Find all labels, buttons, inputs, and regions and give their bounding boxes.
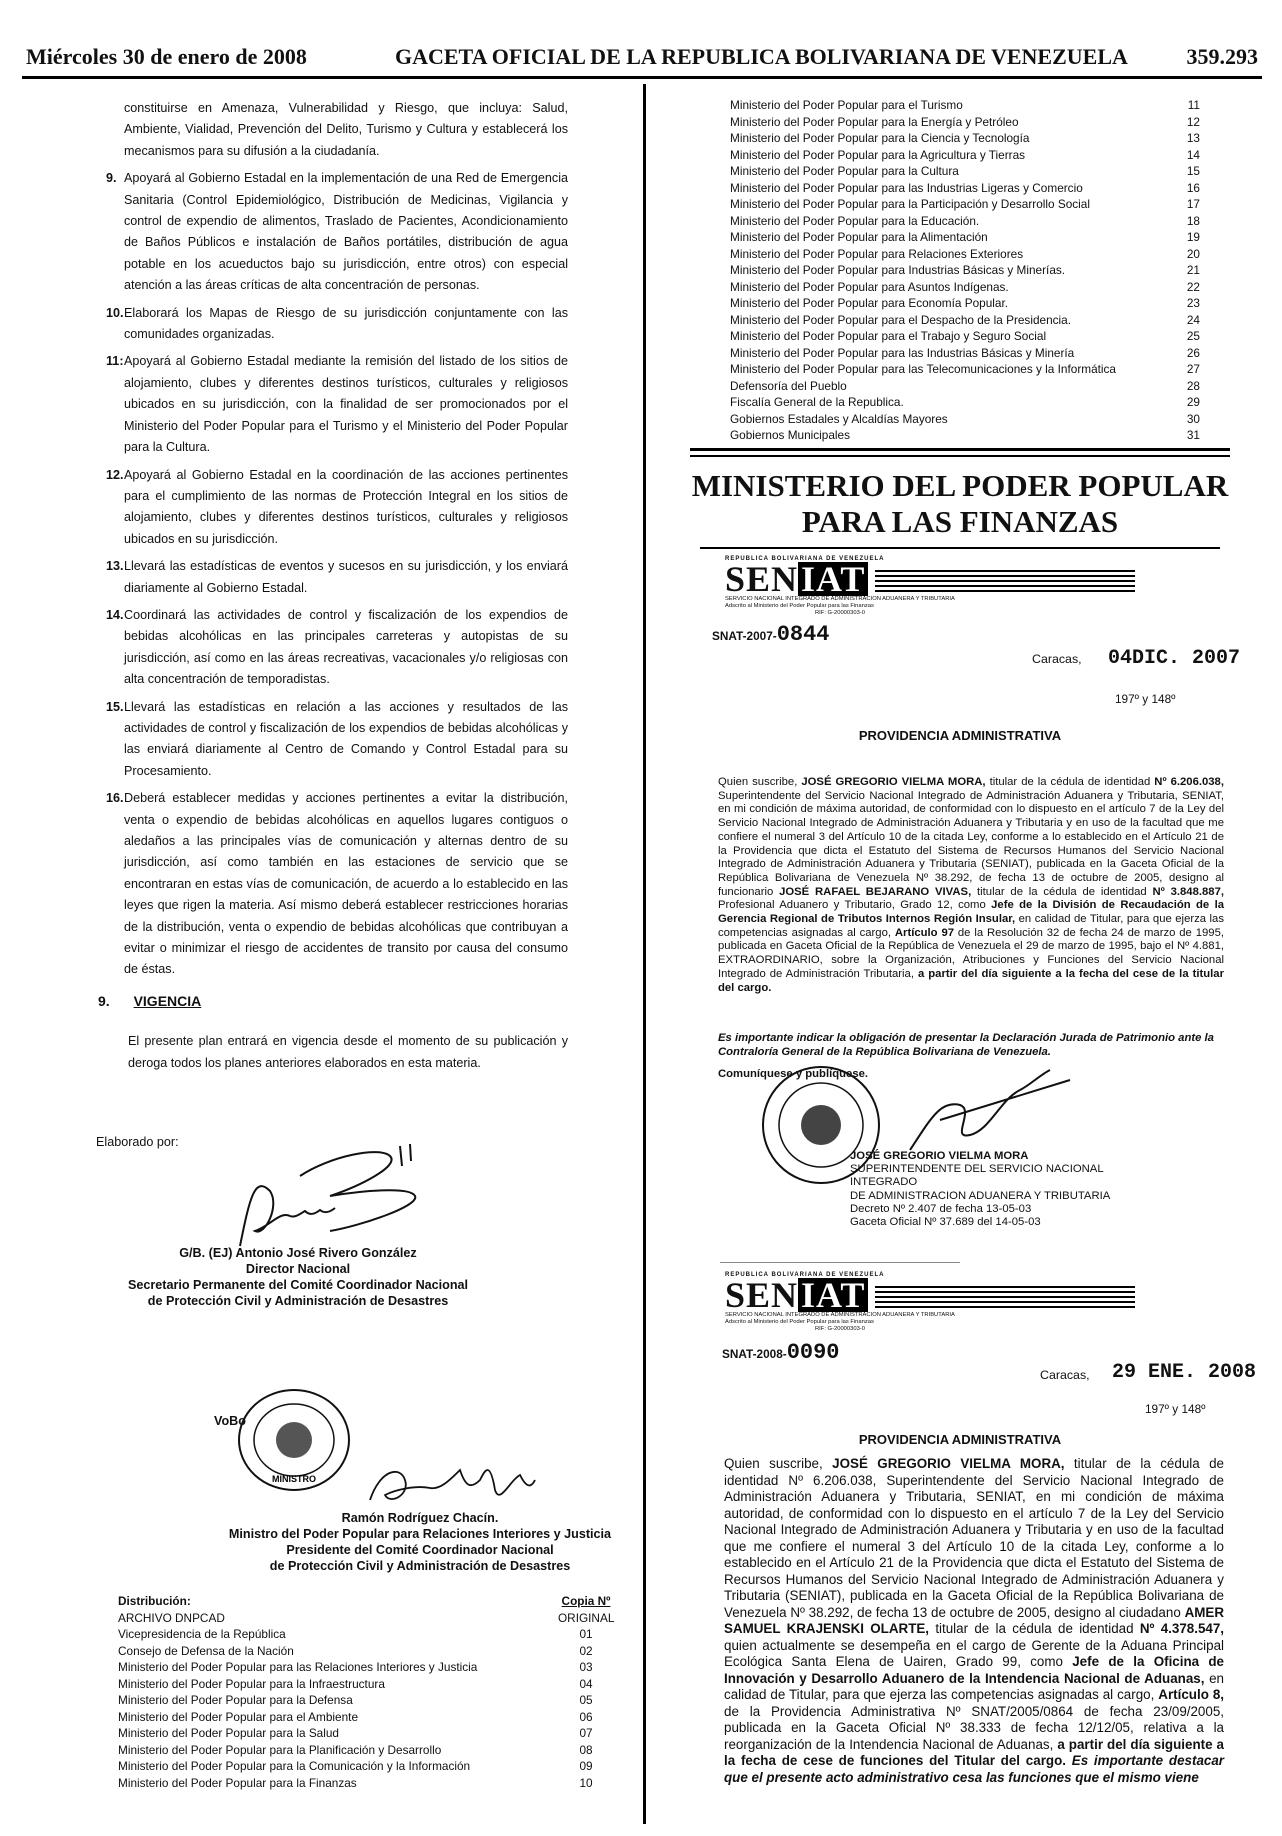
signature-line: Gaceta Oficial Nº 37.689 del 14-05-03	[850, 1216, 1041, 1229]
list-item-number: 13.	[106, 559, 124, 574]
list-item	[106, 788, 568, 981]
distribution-entity: Ministerio del Poder Popular para la Participación y Desarrollo Social	[730, 197, 1090, 211]
list-item	[106, 303, 568, 346]
years-1: 197º y 148º	[1115, 692, 1176, 706]
distribution-entity: Ministerio del Poder Popular para el Despacho de la Presidencia.	[730, 312, 1071, 327]
b2-name1: JOSÉ GREGORIO VIELMA MORA,	[832, 1456, 1065, 1471]
copy-number: 22	[1186, 279, 1200, 294]
copy-number: 19	[1186, 230, 1200, 244]
ministry-line-2: PARA LAS FINANZAS	[801, 504, 1119, 539]
copy-number: 24	[1186, 312, 1200, 327]
distribution-row	[118, 1742, 614, 1759]
vobo-label: VoBo	[214, 1414, 246, 1428]
seniat-wordmark-a: SEN	[725, 559, 799, 599]
distribution-entity: Ministerio del Poder Popular para la Salud	[118, 1726, 339, 1740]
providencia-body-1	[718, 776, 1224, 995]
distribution-entity: ARCHIVO DNPCAD	[118, 1610, 225, 1625]
distribution-entity: Ministerio del Poder Popular para la Educación.	[730, 213, 980, 228]
b1-p1: Quien suscribe,	[718, 776, 802, 788]
list-item-number: 11:	[106, 354, 124, 369]
distribution-row	[118, 1758, 614, 1775]
distribution-row	[118, 1676, 614, 1693]
seniat-republic-text: REPUBLICA BOLIVARIANA DE VENEZUELA	[725, 556, 885, 562]
copy-number: 28	[1186, 378, 1200, 393]
list-item-number: 15.	[106, 699, 124, 714]
distribution-row	[118, 1659, 614, 1676]
seniat-sub-1: SERVICIO NACIONAL INTEGRADO DE ADMINISTRACION ADUANERA Y TRIBUTARIA	[725, 596, 955, 602]
signature-1-block	[98, 1245, 498, 1309]
b1-p3: Superintendente del Servicio Nacional Integrado de Administración Aduanera y Tributaria, SENIAT, en mi condición de máxima autoridad, de conformidad con lo dispuesto en el artículo 7 de la Ley del Servicio Nacional Integrado de Administración Aduanera y Tributaria y en uso de la facultad que me confiere el numeral 3 del Artículo 10 de la citada Ley, conforme a lo establecido en el Artículo 21 de la Providencia que dicta el Estatuto del Sistema de Recursos Humanos del Servicio Nacional Integrado de Administración Aduanera y Tributaria (SENIAT), publicada en la Gaceta Oficial de la República Bolivariana de Venezuela Nº 38.292, de fecha 13 de octubre de 2005, designo al funcionario	[718, 789, 1224, 898]
list-item-number: 12.	[106, 467, 124, 482]
distribution-entity: Ministerio del Poder Popular para el Trabajo y Seguro Social	[730, 329, 1047, 343]
distribution-entity: Gobiernos Municipales	[730, 428, 850, 442]
date-2: 29 ENE. 2008	[1112, 1361, 1257, 1384]
distribution-row	[730, 246, 1200, 263]
b1-name2: JOSÉ RAFAEL BEJARANO VIVAS,	[779, 885, 972, 898]
b1-ci2: Nº 3.848.887,	[1152, 885, 1224, 898]
b2-name2: AMER SAMUEL KRAJENSKI OLARTE,	[724, 1604, 1224, 1636]
copy-number: 03	[579, 1660, 593, 1674]
ministry-line-1: MINISTERIO DEL PODER POPULAR	[691, 468, 1229, 503]
copy-number: 13	[1186, 131, 1200, 145]
b2-imp: Es importante destacar que el presente acto administrativo cesa las funciones que el mismo viene	[724, 1753, 1224, 1785]
list-item-text: Apoyará al Gobierno Estadal mediante la remisión del listado de los sitios de alojamiento, clubes y diferentes destinos turísticos, culturales y religiosos ubicados en su jurisdicción, con la finalidad de ser promocionados por el Ministerio del Poder Popular para el Turismo y el Ministerio del Poder Popular para la Cultura.	[124, 354, 568, 455]
list-end-rule	[690, 448, 1230, 451]
copy-number: 27	[1186, 362, 1200, 376]
copy-number: 01	[579, 1627, 593, 1641]
copy-number: 29	[1186, 395, 1200, 409]
b2-p5: en calidad de Titular, para que ejerza las competencias asignadas al cargo,	[724, 1670, 1224, 1702]
distribution-entity: Ministerio del Poder Popular para las Telecomunicaciones y la Informática	[730, 362, 1116, 376]
b2-ci2: Nº 4.378.547,	[1139, 1621, 1225, 1636]
distribution-list-right	[730, 97, 1200, 444]
copy-number: 05	[579, 1693, 593, 1707]
ministry-heading	[690, 468, 1230, 540]
list-item-number: 10.	[106, 305, 124, 320]
seniat-sub-2-1: SERVICIO NACIONAL INTEGRADO DE ADMINISTRACION ADUANERA Y TRIBUTARIA	[725, 1312, 955, 1318]
copy-number: 15	[1186, 164, 1200, 178]
signature-line: JOSÉ GREGORIO VIELMA MORA	[850, 1150, 1029, 1162]
vigencia-number: 9.	[98, 993, 110, 1009]
distribution-row	[730, 427, 1200, 444]
distribution-entity: Ministerio del Poder Popular para la Comunicación y la Información	[118, 1759, 471, 1773]
header-rule	[22, 76, 1262, 79]
distribution-entity: Ministerio del Poder Popular para Economía Popular.	[730, 296, 1009, 310]
copy-number: 07	[579, 1726, 593, 1740]
signature-line: Director Nacional	[245, 1262, 351, 1276]
seniat-sub-2-2: Adscrito al Ministerio del Poder Popular para las Finanzas	[725, 1319, 874, 1325]
date-1: 04DIC. 2007	[1108, 647, 1241, 670]
providencia-body-2	[724, 1456, 1224, 1786]
seniat-bars	[875, 570, 1135, 592]
distribution-row	[730, 114, 1200, 131]
b2-cargo: Jefe de la Oficina de Innovación y Desarrollo Aduanero de la Intendencia Nacional de Aduanas,	[724, 1654, 1224, 1686]
list-item	[106, 465, 568, 551]
distribution-entity: Ministerio del Poder Popular para Industrias Básicas y Minerías.	[730, 263, 1066, 277]
signature-line: G/B. (EJ) Antonio José Rivero González	[179, 1246, 417, 1260]
signature-2-block	[210, 1510, 630, 1574]
distribution-entity: Gobiernos Estadales y Alcaldías Mayores	[730, 411, 948, 426]
city-1: Caracas,	[1032, 652, 1082, 666]
vigencia-title: VIGENCIA	[133, 993, 202, 1009]
distribution-entity: Ministerio del Poder Popular para el Ambiente	[118, 1709, 359, 1724]
column-divider	[643, 84, 646, 1824]
list-item-text: Llevará las estadísticas de eventos y sucesos en su jurisdicción, y los enviará diariamente al Gobierno Estadal.	[124, 559, 568, 595]
distribution-entity: Ministerio del Poder Popular para Relaciones Exteriores	[730, 246, 1024, 261]
b1-p2: titular de la cédula de identidad	[985, 776, 1155, 788]
vigencia-heading	[98, 993, 201, 1009]
seal-text: MINISTRO	[272, 1474, 316, 1484]
snat-prefix-1: SNAT-2007-	[712, 629, 777, 643]
distribution-entity: Ministerio del Poder Popular para la Alimentación	[730, 230, 988, 244]
distribution-entity: Ministerio del Poder Popular para la Finanzas	[118, 1775, 357, 1790]
copy-number: 04	[579, 1676, 593, 1691]
copy-number: 20	[1186, 246, 1200, 261]
ministry-seal-1	[232, 1382, 362, 1512]
separator	[720, 1262, 960, 1263]
snat-num-2: 0090	[786, 1340, 840, 1365]
copy-number: ORIGINAL	[558, 1610, 615, 1625]
distribution-row	[118, 1626, 614, 1643]
distribution-entity: Ministerio del Poder Popular para la Agricultura y Tierras	[730, 147, 1026, 162]
list-item-text: Llevará las estadísticas en relación a las acciones y resultados de las actividades de control y fiscalización de los expendios de bebidas alcohólicas y las enviará diariamente al Centro de Comando y Control Estadal para su Procesamiento.	[124, 699, 568, 778]
distribution-row	[730, 163, 1200, 180]
copy-number: 06	[579, 1709, 593, 1724]
snat-prefix-2: SNAT-2008-	[722, 1347, 787, 1361]
signature-line: de Protección Civil y Administración de Desastres	[269, 1559, 571, 1573]
distribution-row	[118, 1709, 614, 1726]
copy-number: 11	[1187, 98, 1200, 112]
distribution-entity: Ministerio del Poder Popular para la Defensa	[118, 1693, 353, 1707]
copy-number: 10	[579, 1775, 593, 1790]
signature-line: DE ADMINISTRACION ADUANERA Y TRIBUTARIA	[850, 1189, 1111, 1202]
b2-p4: quien actualmente se desempeña en el cargo de Gerente de la Aduana Principal Ecológica Santa Elena de Uairen, Grado 99, como	[724, 1637, 1224, 1669]
left-column	[106, 98, 568, 987]
copy-number: 09	[579, 1759, 593, 1773]
copy-number: 17	[1186, 197, 1200, 211]
distribution-row	[730, 229, 1200, 246]
signature-line: SUPERINTENDENTE DEL SERVICIO NACIONAL INTEGRADO	[850, 1163, 1104, 1189]
distribution-entity: Ministerio del Poder Popular para las Relaciones Interiores y Justicia	[118, 1660, 478, 1674]
providencia-title-2: PROVIDENCIA ADMINISTRATIVA	[858, 1432, 1062, 1447]
list-item-number: 14.	[106, 607, 124, 622]
distribution-row	[730, 411, 1200, 428]
distribution-row	[730, 361, 1200, 378]
b1-ci1: Nº 6.206.038,	[1154, 776, 1224, 788]
providencia-title-1: PROVIDENCIA ADMINISTRATIVA	[858, 728, 1062, 743]
numbered-list	[106, 168, 568, 981]
distribution-entity: Ministerio del Poder Popular para las Industrias Ligeras y Comercio	[730, 180, 1083, 195]
distribution-label: Distribución:	[118, 1594, 191, 1608]
distribution-row	[118, 1725, 614, 1742]
header-title: GACETA OFICIAL DE LA REPUBLICA BOLIVARIANA DE VENEZUELA	[395, 44, 1128, 69]
seniat-wordmark-b: IAT	[798, 562, 868, 596]
distribution-list-left	[118, 1593, 614, 1791]
list-item-number: 16.	[106, 791, 124, 806]
vigencia-text: El presente plan entrará en vigencia desde el momento de su publicación y deroga todos los planes anteriores elaborados en esta materia.	[128, 1034, 568, 1070]
b2-art: Artículo 8,	[1158, 1687, 1224, 1702]
b1-cargo: Jefe de la División de Recaudación de la Gerencia Regional de Tributos Internos Región Insular,	[718, 899, 1225, 926]
distribution-row	[730, 97, 1200, 114]
distribution-row	[118, 1643, 614, 1660]
b2-p6: de la Providencia Administrativa Nº SNAT/2005/0864 de fecha 23/09/2005, publicada en la Gaceta Oficial Nº 38.333 de fecha 12/12/05, relativa a la reorganización de la Intendencia Nacional de Aduanas,	[724, 1703, 1224, 1752]
distribution-entity: Ministerio del Poder Popular para la Ciencia y Tecnología	[730, 131, 1030, 145]
b1-p5: Profesional Aduanero y Tributario, Grado 12, como	[718, 899, 992, 912]
list-item	[106, 351, 568, 458]
list-item-text: Apoyará al Gobierno Estadal en la coordinación de las acciones pertinentes para el cumplimiento de las normas de Protección Integral en los sitios de alojamiento, clubes y diferentes destinos turísticos, culturales y religiosos ubicados en su jurisdicción.	[124, 467, 568, 546]
copy-number: 23	[1186, 296, 1200, 310]
seniat-wordmark-2a: SEN	[725, 1275, 799, 1315]
seniat-rif: RIF: G-20000303-0	[815, 610, 865, 616]
distribution-entity: Ministerio del Poder Popular para la Infraestructura	[118, 1676, 385, 1691]
list-item-text: Coordinará las actividades de control y fiscalización de los expendios de bebidas alcohólicas en las principales carreteras y autopistas de su jurisdicción, así como en las áreas recreativas, vacacionales y/o religiosas con alta concentración de temporadistas.	[124, 607, 568, 687]
distribution-entity: Ministerio del Poder Popular para el Turismo	[730, 98, 963, 112]
years-2: 197º y 148º	[1145, 1402, 1206, 1416]
copy-number: 18	[1186, 213, 1200, 228]
signature-line: Secretario Permanente del Comité Coordinador Nacional	[127, 1278, 469, 1292]
snat-number-1	[712, 622, 830, 647]
city-2: Caracas,	[1040, 1368, 1090, 1382]
snat-number-2	[722, 1340, 840, 1365]
distribution-row	[730, 262, 1200, 279]
copy-number: 25	[1186, 329, 1200, 343]
distribution-entity: Ministerio del Poder Popular para las Industrias Básicas y Minería	[730, 345, 1075, 360]
list-item	[106, 556, 568, 599]
comuniquese-1: Comuníquese y publíquese.	[718, 1068, 869, 1080]
signature-line: Decreto Nº 2.407 de fecha 13-05-03	[850, 1202, 1032, 1215]
b1-p4: titular de la cédula de identidad	[971, 885, 1153, 898]
copy-label: Copia Nº	[561, 1594, 611, 1608]
distribution-entity: Ministerio del Poder Popular para Asuntos Indígenas.	[730, 279, 1009, 294]
copy-number: 21	[1186, 263, 1200, 277]
distribution-entity: Ministerio del Poder Popular para la Energía y Petróleo	[730, 114, 1019, 129]
list-item-text: Elaborará los Mapas de Riesgo de su jurisdicción conjuntamente con las comunidades organizadas.	[124, 305, 568, 342]
distribution-entity: Ministerio del Poder Popular para la Planificación y Desarrollo	[118, 1742, 442, 1757]
header-date: Miércoles 30 de enero de 2008	[26, 44, 307, 69]
distribution-row	[730, 295, 1200, 312]
distribution-entity: Consejo de Defensa de la Nación	[118, 1643, 294, 1658]
distribution-row	[730, 180, 1200, 197]
distribution-entity: Vicepresidencia de la República	[118, 1627, 286, 1641]
distribution-entity: Defensoría del Pueblo	[730, 378, 847, 393]
b1-name1: JOSÉ GREGORIO VIELMA MORA,	[801, 776, 986, 788]
distribution-row	[118, 1692, 614, 1709]
seniat-sub-2: Adscrito al Ministerio del Poder Popular para las Finanzas	[725, 603, 874, 609]
b2-p7: a partir del día siguiente a la fecha de cese de funciones del Titular del cargo.	[724, 1736, 1225, 1768]
seniat-republic-text-2: REPUBLICA BOLIVARIANA DE VENEZUELA	[725, 1272, 885, 1278]
distribution-rows	[118, 1610, 614, 1792]
distribution-row	[730, 328, 1200, 345]
distribution-row	[730, 378, 1200, 395]
list-item	[106, 605, 568, 691]
b2-p2: titular de la cédula de identidad Nº 6.206.038, Superintendente del Servicio Nacional Integrado de Administración Aduanera y Tributaria, SENIAT, en mi condición de máxima autoridad, de conformidad con lo dispuesto en el artículo 7 de la Ley del Servicio Nacional Integrado de Administración Aduanera y Tributaria y en uso de la facultad que me confiere el numeral 3 del Artículo 10 de la citada Ley, conforme a lo establecido en el Artículo 21 de la Providencia que dicta el Estatuto del Sistema de Recursos Humanos del Servicio Nacional Integrado de Administración Aduanera y Tributaria (SENIAT), publicada en la Gaceta Oficial de la República Bolivariana de Venezuela Nº 38.292, de fecha 13 de octubre de 2005, designo al ciudadano	[724, 1456, 1225, 1620]
seniat-wordmark-2b: IAT	[798, 1278, 868, 1312]
intro-paragraph: constituirse en Amenaza, Vulnerabilidad y Riesgo, que incluya: Salud, Ambiente, Vialidad, Prevención del Delito, Turismo y Cultura y establecerá los mecanismos para su difusión a la ciudadanía.	[124, 101, 568, 158]
seniat-logo-2	[725, 1272, 955, 1333]
b1-p6: en calidad de Titular, para que ejerza las competencias asignadas al cargo,	[718, 913, 1224, 939]
signature-3-block	[850, 1150, 1170, 1229]
signature-line: Presidente del Comité Coordinador Nacional	[286, 1543, 554, 1557]
distribution-row	[730, 213, 1200, 230]
list-end-rule-2	[690, 455, 1230, 457]
distribution-row	[118, 1610, 614, 1627]
copy-number: 02	[579, 1643, 593, 1658]
copy-number: 31	[1186, 428, 1200, 442]
distribution-row	[730, 147, 1200, 164]
seniat-logo-1	[725, 556, 955, 617]
copy-number: 16	[1186, 180, 1200, 195]
list-item-text: Deberá establecer medidas y acciones pertinentes a evitar la distribución, venta o expendio de bebidas alcohólicas en aquellos lugares contiguos o aledaños a las principales vías de comunicación y alternas dentro de su jurisdicción, así como también en las estaciones de servicio que se encontraran en estas vías de comunicación, de acuerdo a lo establecido en las leyes que rigen la materia. Así mismo deberá establecer restricciones horarias de la distribución, venta o expendio de bebidas alcohólicas que contribuyan a evitar o minimizar el riesgo de accidentes de transito por causa del consumo de éstas.	[124, 791, 568, 977]
header-page-number: 359.293	[1186, 44, 1258, 69]
copy-number: 30	[1186, 411, 1200, 426]
list-item	[106, 697, 568, 783]
signature-line: de Protección Civil y Administración de Desastres	[147, 1294, 449, 1308]
distribution-row	[118, 1775, 614, 1792]
signature-line: Ramón Rodríguez Chacín.	[341, 1511, 499, 1525]
distribution-entity: Fiscalía General de la Republica.	[730, 395, 904, 409]
list-item-number: 9.	[106, 171, 117, 186]
list-item	[106, 168, 568, 296]
signature-line: Ministro del Poder Popular para Relaciones Interiores y Justicia	[228, 1527, 612, 1541]
distribution-entity: Ministerio del Poder Popular para la Cultura	[730, 164, 959, 178]
page-header	[0, 44, 1282, 78]
list-item-text: Apoyará al Gobierno Estadal en la implementación de una Red de Emergencia Sanitaria (Control Epidemiológico, Distribución de Medicinas, Vigilancia y control de expendio de alimentos, Traslado de Pacientes, Acondicionamiento de Baños Públicos e instalación de Baños portátiles, distribución de agua potable en los acueductos bajo su jurisdicción, entre otros) con especial atención a las áreas críticas de alta concentración de personas.	[124, 171, 568, 293]
copy-number: 14	[1186, 147, 1200, 162]
copy-number: 12	[1186, 114, 1200, 129]
distribution-header	[118, 1593, 614, 1610]
distribution-row	[730, 196, 1200, 213]
ministry-rule	[700, 547, 1220, 549]
seniat-rif-2: RIF: G-20000303-0	[815, 1326, 865, 1332]
b1-p7: de la Resolución 32 de fecha 24 de marzo de 1995, publicada en Gaceta Oficial de la República de Venezuela el 29 de marzo de 1995, bajo el Nº 4.881, EXTRAORDINARIO, sobre la Organización, Atribuciones y Funciones del Servicio Nacional Integrado de Administración Tributaria,	[718, 926, 1224, 980]
copy-number: 26	[1186, 345, 1200, 360]
b1-p8: a partir del día siguiente a la fecha del cese de la titular del cargo.	[718, 967, 1224, 994]
distribution-row	[730, 312, 1200, 329]
snat-num-1: 0844	[776, 622, 830, 647]
copy-number: 08	[579, 1742, 593, 1757]
b2-p3: titular de la cédula de identidad	[929, 1621, 1140, 1636]
distribution-row	[730, 345, 1200, 362]
b1-art: Artículo 97	[894, 926, 955, 939]
b2-p1: Quien suscribe,	[724, 1456, 833, 1471]
distribution-row	[730, 130, 1200, 147]
seniat-bars-2	[875, 1286, 1135, 1308]
important-note-1: Es importante indicar la obligación de presentar la Declaración Jurada de Patrimonio ante la Contraloría General de la República Bolivariana de Venezuela.	[718, 1032, 1214, 1058]
distribution-row	[730, 279, 1200, 296]
elaborado-label: Elaborado por:	[96, 1135, 179, 1149]
distribution-row	[730, 394, 1200, 411]
